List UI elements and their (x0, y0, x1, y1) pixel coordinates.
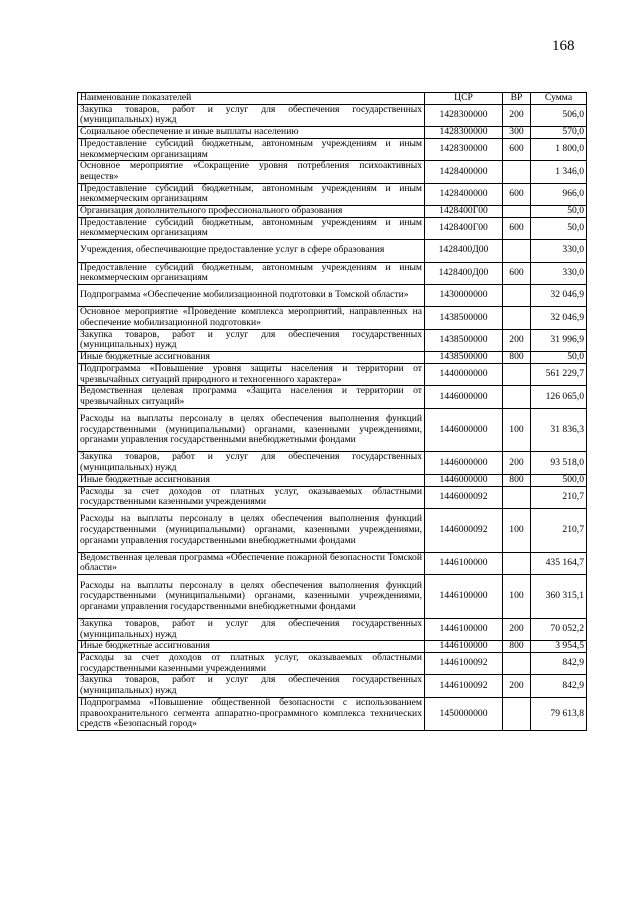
cell-vr: 100 (503, 408, 531, 452)
cell-sum: 506,0 (531, 104, 587, 126)
table-row (78, 217, 587, 239)
table-row (78, 183, 587, 205)
cell-sum: 210,7 (531, 508, 587, 552)
cell-name: Расходы на выплаты персоналу в целях обеспечения выполнения функций государственными (муниципальными) органами, казенными учреждениями, органами управления государственными внебюджетными фондами (78, 408, 425, 452)
cell-name: Иные бюджетные ассигнования (78, 641, 425, 653)
cell-sum: 561 229,7 (531, 363, 587, 385)
cell-name: Предоставление субсидий бюджетным, автономным учреждениям и иным некоммерческим организациям (78, 138, 425, 160)
cell-vr: 800 (503, 641, 531, 653)
cell-sum: 570,0 (531, 127, 587, 139)
cell-sum: 966,0 (531, 183, 587, 205)
cell-csr: 1428300000 (425, 104, 503, 126)
cell-csr: 1440000000 (425, 363, 503, 385)
cell-vr: 200 (503, 104, 531, 126)
table-row (78, 307, 587, 329)
cell-vr (503, 161, 531, 183)
cell-vr: 100 (503, 575, 531, 619)
cell-vr (503, 363, 531, 385)
cell-name: Ведомственная целевая программа «Обеспечение пожарной безопасности Томской области» (78, 552, 425, 574)
cell-csr: 1430000000 (425, 284, 503, 306)
cell-vr: 100 (503, 508, 531, 552)
cell-name: Закупка товаров, работ и услуг для обеспечения государственных (муниципальных) нужд (78, 675, 425, 697)
cell-vr (503, 653, 531, 675)
cell-sum: 842,9 (531, 653, 587, 675)
budget-table (77, 92, 587, 731)
cell-vr: 600 (503, 183, 531, 205)
cell-vr (503, 284, 531, 306)
cell-name: Основное мероприятие «Сокращение уровня потребления психоактивных веществ» (78, 161, 425, 183)
cell-csr: 1428400Г00 (425, 206, 503, 218)
cell-csr: 1446000092 (425, 508, 503, 552)
cell-sum: 79 613,8 (531, 697, 587, 730)
cell-sum: 1 800,0 (531, 138, 587, 160)
cell-csr: 1428300000 (425, 138, 503, 160)
table-row (78, 697, 587, 730)
cell-csr: 1428400Д00 (425, 262, 503, 284)
table-header-row (78, 93, 587, 105)
header-sum: Сумма (531, 93, 587, 105)
cell-csr: 1446100000 (425, 552, 503, 574)
table-row (78, 138, 587, 160)
cell-csr: 1428400000 (425, 183, 503, 205)
cell-name: Ведомственная целевая программа «Защита населения и территории от чрезвычайных ситуаций» (78, 386, 425, 408)
table-row (78, 552, 587, 574)
cell-csr: 1428400Д00 (425, 240, 503, 262)
cell-sum: 842,9 (531, 675, 587, 697)
cell-csr: 1446100000 (425, 575, 503, 619)
cell-csr: 1428400000 (425, 161, 503, 183)
cell-sum: 500,0 (531, 474, 587, 486)
cell-name: Предоставление субсидий бюджетным, автономным учреждениям и иным некоммерческим организациям (78, 217, 425, 239)
cell-vr (503, 697, 531, 730)
cell-csr: 1438500000 (425, 352, 503, 364)
cell-vr: 800 (503, 474, 531, 486)
cell-vr: 600 (503, 138, 531, 160)
table-row (78, 363, 587, 385)
cell-vr: 600 (503, 262, 531, 284)
cell-csr: 1446000000 (425, 408, 503, 452)
cell-csr: 1446100092 (425, 653, 503, 675)
table-row (78, 641, 587, 653)
cell-vr: 200 (503, 675, 531, 697)
cell-name: Закупка товаров, работ и услуг для обеспечения государственных (муниципальных) нужд (78, 104, 425, 126)
cell-name: Закупка товаров, работ и услуг для обеспечения государственных (муниципальных) нужд (78, 618, 425, 640)
cell-csr: 1428400Г00 (425, 217, 503, 239)
cell-vr (503, 206, 531, 218)
cell-name: Подпрограмма «Повышение общественной безопасности с использованием правоохранительного сегмента аппаратно-программного комплекса технических средств «Безопасный город» (78, 697, 425, 730)
cell-csr: 1450000000 (425, 697, 503, 730)
cell-name: Учреждения, обеспечивающие предоставление услуг в сфере образования (78, 240, 425, 262)
cell-sum: 32 046,9 (531, 284, 587, 306)
cell-csr: 1438500000 (425, 329, 503, 351)
cell-name: Расходы за счет доходов от платных услуг, оказываемых областными государственными казенными учреждениями (78, 653, 425, 675)
table-row (78, 618, 587, 640)
cell-sum: 1 346,0 (531, 161, 587, 183)
cell-vr: 300 (503, 127, 531, 139)
cell-csr: 1428300000 (425, 127, 503, 139)
cell-sum: 3 954,5 (531, 641, 587, 653)
cell-sum: 32 046,9 (531, 307, 587, 329)
table-body (78, 104, 587, 730)
cell-sum: 360 315,1 (531, 575, 587, 619)
cell-name: Подпрограмма «Обеспечение мобилизационной подготовки в Томской области» (78, 284, 425, 306)
table-row (78, 508, 587, 552)
cell-sum: 330,0 (531, 240, 587, 262)
table-row (78, 104, 587, 126)
table-row (78, 161, 587, 183)
cell-vr (503, 552, 531, 574)
table-row (78, 329, 587, 351)
cell-vr (503, 486, 531, 508)
cell-vr (503, 307, 531, 329)
cell-sum: 31 996,9 (531, 329, 587, 351)
cell-name: Подпрограмма «Повышение уровня защиты населения и территории от чрезвычайных ситуаций природного и техногенного характера» (78, 363, 425, 385)
cell-sum: 31 836,3 (531, 408, 587, 452)
table-row (78, 575, 587, 619)
cell-sum: 50,0 (531, 217, 587, 239)
cell-sum: 70 052,2 (531, 618, 587, 640)
cell-csr: 1446100000 (425, 618, 503, 640)
cell-name: Закупка товаров, работ и услуг для обеспечения государственных (муниципальных) нужд (78, 329, 425, 351)
cell-csr: 1446100000 (425, 641, 503, 653)
cell-sum: 50,0 (531, 352, 587, 364)
page-number: 168 (552, 38, 575, 54)
table-row (78, 452, 587, 474)
cell-name: Расходы на выплаты персоналу в целях обеспечения выполнения функций государственными (муниципальными) органами, казенными учреждениями, органами управления государственными внебюджетными фондами (78, 508, 425, 552)
table-row (78, 206, 587, 218)
cell-name: Предоставление субсидий бюджетным, автономным учреждениям и иным некоммерческим организациям (78, 183, 425, 205)
cell-name: Расходы за счет доходов от платных услуг, оказываемых областными государственными казенными учреждениями (78, 486, 425, 508)
cell-csr: 1446000000 (425, 386, 503, 408)
table-row (78, 474, 587, 486)
table-row (78, 262, 587, 284)
cell-csr: 1446100092 (425, 675, 503, 697)
table-row (78, 240, 587, 262)
header-csr: ЦСР (425, 93, 503, 105)
table-row (78, 675, 587, 697)
table-row (78, 386, 587, 408)
cell-csr: 1438500000 (425, 307, 503, 329)
cell-sum: 330,0 (531, 262, 587, 284)
table-row (78, 352, 587, 364)
cell-vr (503, 386, 531, 408)
cell-name: Организация дополнительного профессионального образования (78, 206, 425, 218)
cell-vr: 200 (503, 618, 531, 640)
table-row (78, 486, 587, 508)
cell-sum: 126 065,0 (531, 386, 587, 408)
cell-name: Иные бюджетные ассигнования (78, 352, 425, 364)
header-name: Наименование показателей (78, 93, 425, 105)
cell-name: Закупка товаров, работ и услуг для обеспечения государственных (муниципальных) нужд (78, 452, 425, 474)
cell-vr: 200 (503, 452, 531, 474)
cell-vr (503, 240, 531, 262)
cell-csr: 1446000000 (425, 452, 503, 474)
cell-vr: 200 (503, 329, 531, 351)
cell-name: Социальное обеспечение и иные выплаты населению (78, 127, 425, 139)
cell-name: Расходы на выплаты персоналу в целях обеспечения выполнения функций государственными (муниципальными) органами, казенными учреждениями, органами управления государственными внебюджетными фондами (78, 575, 425, 619)
cell-name: Основное мероприятие «Проведение комплекса мероприятий, направленных на обеспечение мобилизационной подготовки» (78, 307, 425, 329)
cell-sum: 210,7 (531, 486, 587, 508)
table-row (78, 284, 587, 306)
cell-csr: 1446000000 (425, 474, 503, 486)
cell-csr: 1446000092 (425, 486, 503, 508)
cell-sum: 435 164,7 (531, 552, 587, 574)
cell-name: Предоставление субсидий бюджетным, автономным учреждениям и иным некоммерческим организациям (78, 262, 425, 284)
table-row (78, 653, 587, 675)
table-row (78, 127, 587, 139)
cell-vr: 800 (503, 352, 531, 364)
table-row (78, 408, 587, 452)
cell-sum: 50,0 (531, 206, 587, 218)
header-vr: ВР (503, 93, 531, 105)
cell-sum: 93 518,0 (531, 452, 587, 474)
cell-name: Иные бюджетные ассигнования (78, 474, 425, 486)
cell-vr: 600 (503, 217, 531, 239)
